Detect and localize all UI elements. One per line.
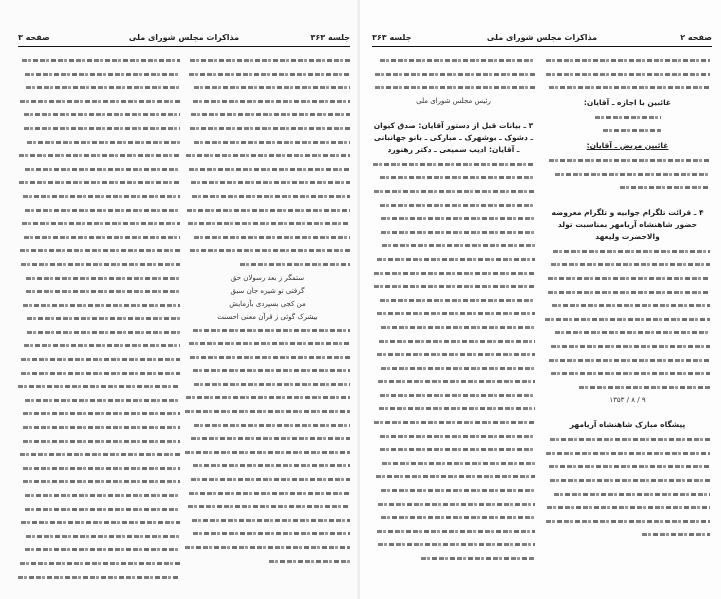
scanned-text-line	[185, 95, 350, 109]
scanned-text-line	[372, 226, 535, 240]
illegible-text	[191, 113, 350, 116]
illegible-text	[378, 380, 535, 383]
illegible-text	[27, 141, 180, 144]
scanned-text-line	[545, 433, 710, 447]
illegible-text	[24, 113, 180, 116]
illegible-text	[26, 86, 180, 89]
centered-line: بیشرک گوئی ز قرآن معنی احسنت	[217, 312, 318, 321]
scanned-text-line	[545, 313, 710, 327]
scanned-text-line	[18, 299, 180, 313]
scanned-text-line	[372, 267, 535, 281]
scanned-text-line	[372, 68, 535, 82]
illegible-text	[20, 100, 180, 103]
illegible-text	[25, 399, 180, 402]
scanned-text-line	[372, 348, 535, 362]
illegible-text	[25, 494, 180, 497]
illegible-text	[188, 505, 350, 508]
scanned-text-line	[372, 443, 535, 457]
scanned-text-line	[18, 231, 180, 245]
illegible-text	[20, 562, 180, 565]
illegible-text	[18, 576, 180, 579]
scanned-text-line	[18, 367, 180, 381]
scanned-text-line	[185, 204, 350, 218]
scanned-text-line	[372, 158, 535, 172]
illegible-text	[378, 503, 535, 506]
right-page	[360, 0, 721, 599]
section-heading: غائبین با اجازه ـ آقایان:	[583, 97, 672, 107]
scanned-text-line	[372, 280, 535, 294]
text-column-right	[185, 54, 350, 568]
illegible-text	[193, 532, 350, 535]
illegible-text	[380, 176, 535, 179]
illegible-text	[620, 186, 710, 189]
scanned-text-line	[18, 149, 180, 163]
scanned-text-line	[372, 484, 535, 498]
illegible-text	[269, 560, 350, 563]
scanned-text-line	[545, 68, 710, 82]
illegible-text	[381, 217, 535, 220]
scanned-text-line	[545, 54, 710, 68]
illegible-text	[23, 440, 180, 443]
illegible-text	[548, 291, 710, 294]
scanned-text-line	[18, 380, 180, 394]
illegible-text	[194, 236, 350, 239]
scanned-text-line	[545, 354, 710, 368]
illegible-text	[549, 159, 710, 162]
scanned-text-line	[545, 528, 710, 542]
scanned-text-line	[545, 474, 710, 488]
scanned-text-line	[18, 136, 180, 150]
scanned-text-line	[185, 163, 350, 177]
scanned-text-line	[545, 258, 710, 272]
scanned-text-line	[18, 108, 180, 122]
page-header	[372, 32, 712, 47]
illegible-text	[192, 519, 350, 522]
scanned-text-line	[18, 244, 180, 258]
scanned-text-line	[18, 435, 180, 449]
scanned-text-line	[18, 421, 180, 435]
illegible-text	[377, 312, 535, 315]
illegible-text	[24, 344, 180, 347]
illegible-text	[381, 367, 535, 370]
illegible-text	[375, 86, 535, 89]
centered-line: رئیس مجلس شورای ملی	[416, 96, 491, 105]
scanned-text-line	[545, 501, 710, 515]
illegible-text	[373, 163, 535, 166]
illegible-text	[380, 204, 535, 207]
illegible-text	[550, 438, 710, 441]
scanned-text-line	[185, 176, 350, 190]
illegible-text	[191, 181, 350, 184]
illegible-text	[382, 244, 535, 247]
scanned-text-line	[185, 337, 350, 351]
illegible-text	[22, 222, 180, 225]
scanned-text-line	[545, 488, 710, 502]
illegible-text	[553, 250, 710, 253]
scanned-text-line	[372, 335, 535, 349]
illegible-text	[19, 154, 180, 157]
illegible-text	[551, 263, 710, 266]
scanned-text-line	[185, 68, 350, 82]
illegible-text	[190, 249, 350, 252]
illegible-text	[547, 506, 710, 509]
scanned-text-line	[372, 185, 535, 199]
text-column-left	[18, 54, 180, 584]
illegible-text	[185, 410, 350, 413]
illegible-text	[548, 277, 710, 280]
scanned-text-line	[372, 525, 535, 539]
scanned-text-line	[372, 389, 535, 403]
scanned-text-line	[18, 68, 180, 82]
scanned-text-line	[18, 326, 180, 340]
scanned-text-line	[185, 555, 350, 569]
scanned-text-line	[18, 204, 180, 218]
illegible-text	[550, 479, 710, 482]
illegible-text	[381, 231, 535, 234]
illegible-text	[377, 353, 535, 356]
illegible-text	[191, 478, 350, 481]
scanned-text-line	[18, 489, 180, 503]
illegible-text	[187, 209, 350, 212]
illegible-text	[421, 557, 536, 560]
scanned-text-line	[185, 514, 350, 528]
illegible-text	[549, 465, 710, 468]
scanned-text-line	[18, 81, 180, 95]
scanned-text-line	[372, 294, 535, 308]
illegible-text	[546, 452, 710, 455]
illegible-text	[27, 317, 180, 320]
illegible-text	[190, 356, 350, 359]
scanned-text-line	[18, 394, 180, 408]
scanned-text-line	[372, 430, 535, 444]
illegible-text	[381, 516, 535, 519]
scanned-text-line	[185, 473, 350, 487]
scanned-text-line	[185, 391, 350, 405]
scanned-text-line	[18, 217, 180, 231]
spacer	[372, 108, 535, 118]
scanned-text-line	[545, 272, 710, 286]
text-column-right	[545, 54, 710, 542]
illegible-text	[554, 493, 710, 496]
scanned-text-line	[185, 244, 350, 258]
scanned-text-line	[545, 245, 710, 259]
scanned-text-line	[545, 168, 710, 182]
illegible-text	[192, 195, 350, 198]
section-heading: غائبین مریض ـ آقایان:	[586, 140, 669, 150]
scanned-text-line	[18, 163, 180, 177]
illegible-text	[555, 331, 710, 334]
illegible-text	[26, 535, 180, 538]
illegible-text	[25, 548, 180, 551]
illegible-text	[194, 86, 350, 89]
illegible-text	[551, 372, 710, 375]
scanned-text-line	[18, 516, 180, 530]
scanned-text-line	[18, 475, 180, 489]
scanned-text-line	[372, 199, 535, 213]
illegible-text	[25, 209, 180, 212]
illegible-text	[26, 290, 180, 293]
session-number: جلسه ۳۶۳	[372, 33, 412, 42]
scanned-text-line	[185, 136, 350, 150]
centered-line: ستمگر ز بعد رسولان حق	[230, 273, 305, 282]
illegible-text	[193, 329, 350, 332]
illegible-text	[551, 345, 710, 348]
illegible-text	[189, 492, 350, 495]
illegible-text	[21, 263, 180, 266]
scanned-text-line	[545, 299, 710, 313]
illegible-text	[579, 386, 710, 389]
illegible-text	[194, 141, 350, 144]
illegible-text	[378, 543, 535, 546]
page-number: صفحه ۳	[18, 33, 50, 42]
illegible-text	[189, 168, 350, 171]
illegible-text	[240, 263, 350, 266]
illegible-text	[186, 154, 350, 157]
scanned-text-line	[372, 212, 535, 226]
illegible-text	[642, 533, 710, 536]
illegible-text	[555, 173, 710, 176]
illegible-text	[186, 396, 350, 399]
illegible-text	[379, 407, 535, 410]
scanned-text-line	[372, 402, 535, 416]
illegible-text	[185, 451, 350, 454]
illegible-text	[23, 304, 180, 307]
scanned-text-line	[545, 447, 710, 461]
scanned-text-line	[185, 419, 350, 433]
session-number: جلسه ۳۶۳	[310, 33, 350, 42]
scanned-text-line	[18, 571, 180, 585]
illegible-text	[193, 464, 350, 467]
scanned-text-line	[372, 321, 535, 335]
section-heading: ۳ ـ بیانات قبل از دستور آقایان: صدق کیوان ـ دشوک ـ بوشهرک ـ مبارکی ـ بانو جهانبانی ـ آقایان: ادیب سمیعی ـ دکتر رهنورد	[373, 120, 534, 154]
scanned-text-line	[372, 375, 535, 389]
illegible-text	[380, 448, 535, 451]
scanned-text-line	[185, 541, 350, 555]
scanned-text-line	[185, 324, 350, 338]
illegible-text	[190, 127, 350, 130]
scanned-text-line	[185, 190, 350, 204]
scanned-text-line	[185, 108, 350, 122]
scanned-text-line	[18, 530, 180, 544]
scanned-text-line	[18, 190, 180, 204]
scanned-text-line	[372, 362, 535, 376]
scanned-text-line	[18, 54, 180, 68]
illegible-text	[546, 520, 710, 523]
scanned-text-line	[185, 405, 350, 419]
illegible-text	[24, 127, 180, 130]
scanned-text-line	[372, 239, 535, 253]
scanned-text-line	[18, 258, 180, 272]
illegible-text	[549, 86, 710, 89]
illegible-text	[185, 546, 350, 549]
illegible-text	[375, 73, 535, 76]
illegible-text	[189, 73, 350, 76]
centered-line: گرفتی تو شیره جان سبق	[230, 286, 305, 295]
illegible-text	[374, 272, 535, 275]
illegible-text	[21, 521, 181, 524]
illegible-text	[21, 372, 180, 375]
scanned-text-line	[545, 181, 710, 195]
illegible-text	[22, 59, 180, 62]
scanned-text-line	[18, 95, 180, 109]
scanned-text-line	[185, 446, 350, 460]
illegible-text	[25, 508, 180, 511]
illegible-text	[23, 480, 180, 483]
scanned-text-line	[185, 258, 350, 272]
scanned-text-line	[545, 286, 710, 300]
illegible-text	[374, 285, 535, 288]
illegible-text	[190, 59, 350, 62]
scanned-text-line	[545, 367, 710, 381]
scanned-text-line	[185, 81, 350, 95]
page-number: صفحه ۲	[680, 33, 712, 42]
illegible-text	[380, 299, 535, 302]
scanned-text-line	[18, 272, 180, 286]
scanned-text-line	[185, 527, 350, 541]
scanned-text-line	[545, 326, 710, 340]
illegible-text	[545, 318, 710, 321]
illegible-text	[27, 331, 180, 334]
scanned-text-line	[545, 124, 710, 138]
scanned-text-line	[18, 339, 180, 353]
scanned-text-line	[18, 503, 180, 517]
text-column-left	[372, 54, 535, 566]
illegible-text	[377, 258, 535, 261]
running-title: مذاکرات مجلس شورای ملی	[486, 33, 598, 42]
left-page	[0, 0, 360, 599]
scanned-text-line	[185, 122, 350, 136]
scanned-text-line	[545, 460, 710, 474]
scanned-text-line	[545, 515, 710, 529]
illegible-text	[23, 195, 180, 198]
scanned-text-line	[18, 557, 180, 571]
illegible-text	[381, 326, 535, 329]
illegible-text	[188, 222, 350, 225]
illegible-text	[19, 181, 180, 184]
centered-line: من کجی بسپردی بآزمایش	[229, 299, 306, 308]
scanned-text-line	[18, 312, 180, 326]
illegible-text	[552, 304, 710, 307]
scanned-text-line	[18, 543, 180, 557]
scanned-text-line	[372, 171, 535, 185]
scanned-text-line	[18, 285, 180, 299]
scanned-text-line	[372, 470, 535, 484]
illegible-text	[25, 168, 180, 171]
scanned-text-line	[372, 457, 535, 471]
scanned-text-line	[185, 351, 350, 365]
illegible-text	[376, 475, 535, 478]
illegible-text	[374, 190, 535, 193]
illegible-text	[595, 116, 661, 119]
section-heading: ۴ ـ قرائت تلگرام جوابیه و تلگرام معروضه حضور شاهنشاه آریامهر بمناسبت تولد والاحضرت ولیعهد	[551, 207, 704, 241]
illegible-text	[380, 59, 535, 62]
illegible-text	[194, 383, 350, 386]
illegible-text	[374, 421, 535, 424]
scanned-text-line	[372, 253, 535, 267]
scanned-text-line	[18, 448, 180, 462]
illegible-text	[382, 462, 535, 465]
scanned-text-line	[372, 81, 535, 95]
scanned-text-line	[18, 407, 180, 421]
scanned-text-line	[545, 381, 710, 395]
scanned-text-line	[185, 500, 350, 514]
scanned-text-line	[185, 231, 350, 245]
illegible-text	[380, 394, 535, 397]
illegible-text	[603, 129, 661, 132]
scanned-text-line	[372, 498, 535, 512]
illegible-text	[379, 340, 535, 343]
scanned-text-line	[18, 122, 180, 136]
spacer	[545, 195, 710, 205]
illegible-text	[18, 385, 180, 388]
scanned-text-line	[545, 111, 710, 125]
scanned-text-line	[545, 340, 710, 354]
illegible-text	[193, 369, 350, 372]
illegible-text	[23, 426, 180, 429]
illegible-text	[377, 530, 535, 533]
centered-line: ۹ / ۸ / ۱۳۵۳	[609, 396, 646, 405]
scanned-text-line	[185, 487, 350, 501]
scanned-text-line	[18, 353, 180, 367]
scanned-text-line	[185, 149, 350, 163]
illegible-text	[546, 73, 710, 76]
illegible-text	[23, 412, 180, 415]
scanned-text-line	[185, 432, 350, 446]
illegible-text	[20, 249, 180, 252]
illegible-text	[380, 435, 535, 438]
scanned-text-line	[185, 378, 350, 392]
spacer	[545, 407, 710, 417]
scanned-text-line	[372, 307, 535, 321]
illegible-text	[23, 467, 180, 470]
illegible-text	[25, 73, 180, 76]
scanned-text-line	[372, 552, 535, 566]
scanned-text-line	[545, 154, 710, 168]
scanned-text-line	[372, 538, 535, 552]
illegible-text	[546, 59, 710, 62]
scanned-text-line	[185, 364, 350, 378]
illegible-text	[21, 358, 180, 361]
illegible-text	[26, 277, 180, 280]
illegible-text	[191, 437, 350, 440]
scanned-text-line	[18, 176, 180, 190]
illegible-text	[24, 236, 180, 239]
scanned-text-line	[18, 462, 180, 476]
illegible-text	[189, 342, 350, 345]
section-heading: پیشگاه مبارک شاهنشاه آریامهر	[569, 420, 686, 430]
illegible-text	[381, 489, 535, 492]
scanned-text-line	[185, 459, 350, 473]
scanned-text-line	[372, 416, 535, 430]
illegible-text	[549, 359, 710, 362]
illegible-text	[194, 424, 350, 427]
scanned-text-line	[185, 54, 350, 68]
illegible-text	[193, 100, 351, 103]
scanned-text-line	[372, 54, 535, 68]
illegible-text	[20, 453, 180, 456]
scanned-text-line	[545, 81, 710, 95]
running-title: مذاکرات مجلس شورای ملی	[128, 33, 240, 42]
page-header	[18, 32, 350, 47]
scanned-text-line	[372, 511, 535, 525]
scanned-text-line	[185, 217, 350, 231]
